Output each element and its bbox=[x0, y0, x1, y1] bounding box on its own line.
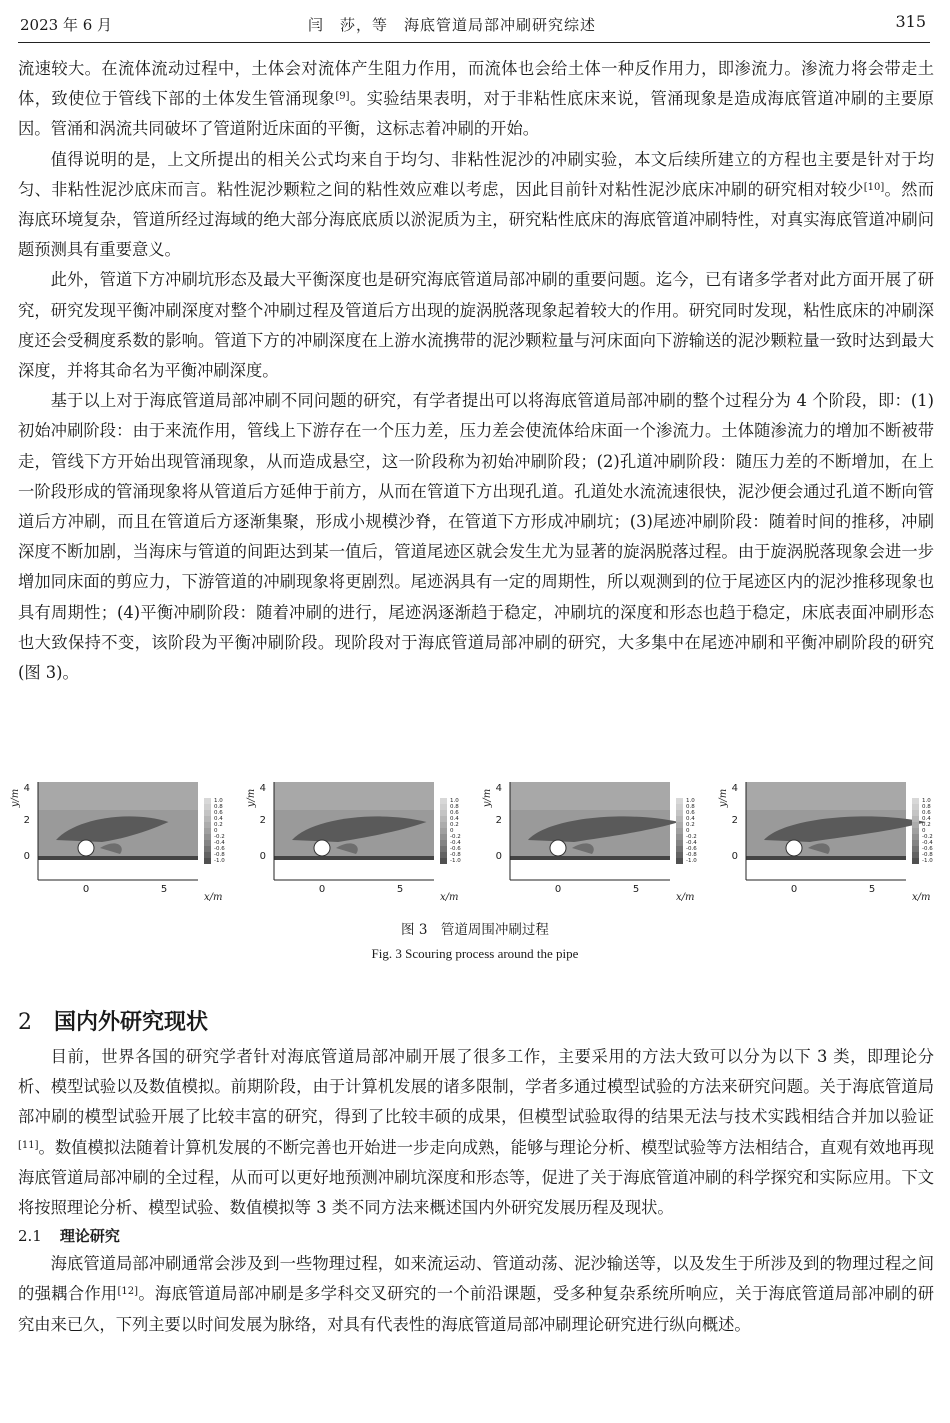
colorbar-tick-label: 0.2 bbox=[686, 822, 695, 828]
y-tick-label: 4 bbox=[495, 783, 502, 794]
body-text-top bbox=[18, 54, 934, 688]
colorbar-tick-label: -1.0 bbox=[922, 858, 933, 864]
contour-panel-3 bbox=[480, 778, 706, 906]
colorbar-swatch bbox=[912, 840, 919, 846]
colorbar-swatch bbox=[440, 834, 447, 840]
upper-flow-band bbox=[510, 782, 670, 810]
citation-12: [12] bbox=[117, 1286, 139, 1298]
colorbar-tick-label: 0.6 bbox=[686, 810, 695, 816]
colorbar-tick-label: 0.8 bbox=[214, 804, 223, 810]
colorbar-swatch bbox=[204, 852, 211, 858]
colorbar-swatch bbox=[912, 828, 919, 834]
y-tick-label: 0 bbox=[259, 851, 266, 862]
colorbar-swatch bbox=[204, 822, 211, 828]
pipe-circle bbox=[314, 840, 330, 856]
body-text-bottom bbox=[18, 1042, 934, 1340]
colorbar-tick-label: -0.6 bbox=[214, 846, 225, 852]
colorbar-tick-label: 0.2 bbox=[214, 822, 223, 828]
colorbar-swatch bbox=[440, 798, 447, 804]
colorbar-tick-label: 0 bbox=[214, 828, 218, 834]
colorbar-tick-label: -0.4 bbox=[922, 840, 933, 846]
colorbar-tick-label: 1.0 bbox=[922, 798, 931, 804]
pipe-circle bbox=[550, 840, 566, 856]
figure-caption-cn: 图 3 管道周围冲刷过程 bbox=[401, 922, 549, 938]
header-date: 2023 年 6 月 bbox=[20, 16, 113, 34]
seabed bbox=[746, 860, 906, 880]
colorbar-swatch bbox=[676, 858, 683, 864]
colorbar-tick-label: 0.2 bbox=[450, 822, 459, 828]
x-axis-label: x/m bbox=[204, 892, 223, 903]
colorbar-swatch bbox=[440, 816, 447, 822]
seabed-line bbox=[746, 856, 906, 860]
section-number: 2 bbox=[18, 1010, 32, 1035]
y-axis-label: y/m bbox=[246, 788, 257, 808]
colorbar-swatch bbox=[676, 840, 683, 846]
subsection-2-1-heading bbox=[18, 1223, 934, 1249]
figure-caption-en: Fig. 3 Scouring process around the pipe bbox=[371, 946, 579, 961]
subsection-number: 2.1 bbox=[18, 1227, 42, 1246]
section-2-heading bbox=[18, 1005, 208, 1036]
colorbar-swatch bbox=[440, 810, 447, 816]
colorbar-tick-label: -0.4 bbox=[450, 840, 461, 846]
colorbar-swatch bbox=[204, 810, 211, 816]
colorbar-tick-label: 0.8 bbox=[686, 804, 695, 810]
y-tick-label: 2 bbox=[259, 815, 266, 826]
y-axis-label: y/m bbox=[718, 788, 729, 808]
y-tick-label: 0 bbox=[731, 851, 738, 862]
header-title: 闫 莎，等 海底管道局部冲刷研究综述 bbox=[308, 16, 597, 34]
colorbar-swatch bbox=[912, 852, 919, 858]
contour-panel-2 bbox=[244, 778, 470, 906]
seabed bbox=[510, 860, 670, 880]
section-2-paragraph-1: 目前，世界各国的研究学者针对海底管道局部冲刷开展了很多工作，主要采用的方法大致可以分为以下 3 类，即理论分析、模型试验以及数值模拟。前期阶段，由于计算机发展的诸多限制，学者多通过模型试验的方法来研究问题。关于海底管道局部冲刷的模型试验开展了比较丰富的研究，得到了比较丰硕的成果，但模型试验取得的结果无法与技术实践相结合并加以验证[11]。数值模拟法随着计算机发展的不断完善也开始进一步走向成熟，能够与理论分析、模型试验等方法相结合，直观有效地再现海底管道局部冲刷的全过程，从而可以更好地预测冲刷坑深度和形态等，促进了关于海底管道冲刷的科学探究和实际应用。下文将按照理论分析、模型试验、数值模拟等 3 类不同方法来概述国内外研究发展历程及现状。 bbox=[18, 1047, 935, 1218]
colorbar-swatch bbox=[440, 846, 447, 852]
pipe-circle bbox=[786, 840, 802, 856]
colorbar-swatch bbox=[204, 804, 211, 810]
colorbar-tick-label: -0.4 bbox=[686, 840, 697, 846]
y-tick-label: 2 bbox=[23, 815, 30, 826]
colorbar-tick-label: 0.6 bbox=[450, 810, 459, 816]
upper-flow-band bbox=[274, 782, 434, 810]
colorbar-tick-label: 1.0 bbox=[214, 798, 223, 804]
colorbar-tick-label: -1.0 bbox=[214, 858, 225, 864]
colorbar-swatch bbox=[676, 834, 683, 840]
colorbar-tick-label: 0.6 bbox=[922, 810, 931, 816]
colorbar-swatch bbox=[440, 804, 447, 810]
colorbar-tick-label: 0 bbox=[922, 828, 926, 834]
colorbar-swatch bbox=[676, 798, 683, 804]
colorbar-swatch bbox=[676, 852, 683, 858]
x-tick-label: 5 bbox=[632, 884, 640, 895]
colorbar-swatch bbox=[204, 840, 211, 846]
section-title: 国内外研究现状 bbox=[54, 1010, 209, 1035]
paragraph-3: 此外，管道下方冲刷坑形态及最大平衡深度也是研究海底管道局部冲刷的重要问题。迄今，已有诸多学者对此方面开展了研究，研究发现平衡冲刷深度对整个冲刷过程及管道后方出现的旋涡脱落现象起着较大的作用。研究同时发现，粘性底床的冲刷深度还会受稠度系数的影响。管道下方的冲刷深度在上游水流携带的泥沙颗粒量与河床面向下游输送的泥沙颗粒量一致时达到最大深度，并将其命名为平衡冲刷深度。 bbox=[18, 270, 934, 381]
x-tick-label: 5 bbox=[396, 884, 404, 895]
y-tick-label: 4 bbox=[23, 783, 30, 794]
colorbar-swatch bbox=[204, 834, 211, 840]
seabed-line bbox=[38, 856, 198, 860]
x-axis-label: x/m bbox=[912, 892, 931, 903]
figure-3 bbox=[0, 778, 950, 908]
pipe-circle bbox=[78, 840, 94, 856]
page-number: 315 bbox=[895, 12, 926, 31]
y-tick-label: 4 bbox=[731, 783, 738, 794]
colorbar-swatch bbox=[912, 846, 919, 852]
subsection-title: 理论研究 bbox=[59, 1227, 120, 1246]
colorbar-tick-label: -0.4 bbox=[214, 840, 225, 846]
colorbar-swatch bbox=[204, 828, 211, 834]
citation-10: [10] bbox=[863, 181, 885, 193]
colorbar-swatch bbox=[440, 852, 447, 858]
colorbar-swatch bbox=[204, 858, 211, 864]
x-tick-label: 0 bbox=[82, 884, 90, 895]
contour-panel-4 bbox=[716, 778, 942, 906]
colorbar-swatch bbox=[912, 822, 919, 828]
colorbar-swatch bbox=[204, 816, 211, 822]
colorbar-tick-label: -0.8 bbox=[214, 852, 225, 858]
colorbar-tick-label: 0 bbox=[450, 828, 454, 834]
colorbar-swatch bbox=[676, 822, 683, 828]
upper-flow-band bbox=[38, 782, 198, 810]
colorbar-tick-label: -0.6 bbox=[922, 846, 933, 852]
colorbar-swatch bbox=[676, 828, 683, 834]
colorbar-tick-label: -0.6 bbox=[450, 846, 461, 852]
paragraph-1: 流速较大。在流体流动过程中，土体会对流体产生阻力作用，而流体也会给土体一种反作用力，即渗流力。渗流力将会带走土体，致使位于管线下部的土体发生管涌现象[9]。实验结果表明，对于非粘性底床来说，管涌现象是造成海底管道冲刷的主要原因。管涌和涡流共同破坏了管道附近床面的平衡，这标志着冲刷的开始。 bbox=[18, 59, 934, 139]
colorbar-swatch bbox=[912, 834, 919, 840]
running-header bbox=[18, 2, 930, 43]
colorbar-swatch bbox=[676, 816, 683, 822]
paragraph-4: 基于以上对于海底管道局部冲刷不同问题的研究，有学者提出可以将海底管道局部冲刷的整个过程分为 4 个阶段，即：(1)初始冲刷阶段：由于来流作用，管线上下游存在一个压力差，压力差会使流体给床面一个渗流力。土体随渗流力的增加不断被带走，管线下方开始出现管涌现象，从而造成悬空，这一阶段称为初始冲刷阶段；(2)孔道冲刷阶段：随压力差的不断增加，在上一阶段形成的管涌现象将从管道后方延伸于前方，从而在管道下方出现孔道。孔道处水流流速很快，泥沙便会通过孔道不断向管道后方冲刷，而且在管道后方逐渐集聚，形成小规模沙脊，在管道下方形成冲刷坑；(3)尾迹冲刷阶段：随着时间的推移，冲刷深度不断加剧，当海床与管道的间距达到某一值后，管道尾迹区就会发生尤为显著的旋涡脱落过程。由于旋涡脱落现象会进一步增加同床面的剪应力，下游管道的冲刷现象将更剧烈。尾迹涡具有一定的周期性，所以观测到的位于尾迹区内的泥沙推移现象也具有周期性；(4)平衡冲刷阶段：随着冲刷的进行，尾迹涡逐渐趋于稳定，冲刷坑的深度和形态也趋于稳定，床底表面冲刷形态也大致保持不变，该阶段为平衡冲刷阶段。现阶段对于海底管道局部冲刷的研究，大多集中在尾迹冲刷和平衡冲刷阶段的研究(图 3)。 bbox=[18, 391, 934, 683]
colorbar-swatch bbox=[440, 840, 447, 846]
section-2-1-paragraph-1: 海底管道局部冲刷通常会涉及到一些物理过程，如来流运动、管道动荡、泥沙输送等，以及发生于所涉及到的物理过程之间的强耦合作用[12]。海底管道局部冲刷是多学科交叉研究的一个前沿课题，受多种复杂系统所响应，关于海底管道局部冲刷的研究由来已久，下列主要以时间发展为脉络，对具有代表性的海底管道局部冲刷理论研究进行纵向概述。 bbox=[18, 1254, 934, 1334]
colorbar-swatch bbox=[912, 798, 919, 804]
seabed-line bbox=[274, 856, 434, 860]
colorbar-swatch bbox=[912, 804, 919, 810]
x-tick-label: 0 bbox=[554, 884, 562, 895]
colorbar-swatch bbox=[676, 846, 683, 852]
contour-panel-1 bbox=[8, 778, 234, 906]
seabed-line bbox=[510, 856, 670, 860]
y-axis-label: y/m bbox=[10, 788, 21, 808]
colorbar-tick-label: -1.0 bbox=[450, 858, 461, 864]
colorbar-tick-label: -0.8 bbox=[450, 852, 461, 858]
upper-flow-band bbox=[746, 782, 906, 810]
colorbar-tick-label: 1.0 bbox=[450, 798, 459, 804]
seabed bbox=[274, 860, 434, 880]
colorbar-tick-label: -0.8 bbox=[686, 852, 697, 858]
colorbar-swatch bbox=[912, 858, 919, 864]
colorbar-swatch bbox=[440, 828, 447, 834]
colorbar-tick-label: 0.8 bbox=[922, 804, 931, 810]
colorbar-swatch bbox=[676, 810, 683, 816]
seabed bbox=[38, 860, 198, 880]
y-axis-label: y/m bbox=[482, 788, 493, 808]
colorbar-tick-label: -0.2 bbox=[450, 834, 461, 840]
x-tick-label: 5 bbox=[868, 884, 876, 895]
colorbar-tick-label: 0.2 bbox=[922, 822, 931, 828]
paragraph-2: 值得说明的是，上文所提出的相关公式均来自于均匀、非粘性泥沙的冲刷实验，本文后续所建立的方程也主要是针对于均匀、非粘性泥沙底床而言。粘性泥沙颗粒之间的粘性效应难以考虑，因此目前针对粘性泥沙底床冲刷的研究相对较少[10]。然而海底环境复杂，管道所经过海域的绝大部分海底底质以淤泥质为主，研究粘性底床的海底管道冲刷特性，对真实海底管道冲刷问题预测具有重要意义。 bbox=[18, 149, 934, 260]
colorbar-tick-label: -0.8 bbox=[922, 852, 933, 858]
x-tick-label: 5 bbox=[160, 884, 168, 895]
colorbar-swatch bbox=[204, 798, 211, 804]
colorbar-tick-label: 0.4 bbox=[686, 816, 695, 822]
colorbar-swatch bbox=[912, 810, 919, 816]
citation-11: [11] bbox=[18, 1139, 39, 1151]
colorbar-swatch bbox=[676, 804, 683, 810]
x-axis-label: x/m bbox=[440, 892, 459, 903]
colorbar-tick-label: 0 bbox=[686, 828, 690, 834]
colorbar-tick-label: 0.4 bbox=[450, 816, 459, 822]
colorbar-tick-label: -1.0 bbox=[686, 858, 697, 864]
colorbar-swatch bbox=[912, 816, 919, 822]
colorbar-tick-label: 1.0 bbox=[686, 798, 695, 804]
colorbar-tick-label: -0.2 bbox=[214, 834, 225, 840]
y-tick-label: 2 bbox=[731, 815, 738, 826]
colorbar-swatch bbox=[440, 822, 447, 828]
colorbar-tick-label: -0.2 bbox=[922, 834, 933, 840]
y-tick-label: 0 bbox=[23, 851, 30, 862]
x-axis-label: x/m bbox=[676, 892, 695, 903]
y-tick-label: 4 bbox=[259, 783, 266, 794]
colorbar-tick-label: -0.6 bbox=[686, 846, 697, 852]
colorbar-tick-label: 0.4 bbox=[922, 816, 931, 822]
citation-9: [9] bbox=[335, 91, 350, 103]
x-tick-label: 0 bbox=[318, 884, 326, 895]
colorbar-tick-label: 0.4 bbox=[214, 816, 223, 822]
colorbar-tick-label: -0.2 bbox=[686, 834, 697, 840]
colorbar-swatch bbox=[204, 846, 211, 852]
x-tick-label: 0 bbox=[790, 884, 798, 895]
colorbar-tick-label: 0.6 bbox=[214, 810, 223, 816]
colorbar-swatch bbox=[440, 858, 447, 864]
colorbar-tick-label: 0.8 bbox=[450, 804, 459, 810]
y-tick-label: 0 bbox=[495, 851, 502, 862]
y-tick-label: 2 bbox=[495, 815, 502, 826]
